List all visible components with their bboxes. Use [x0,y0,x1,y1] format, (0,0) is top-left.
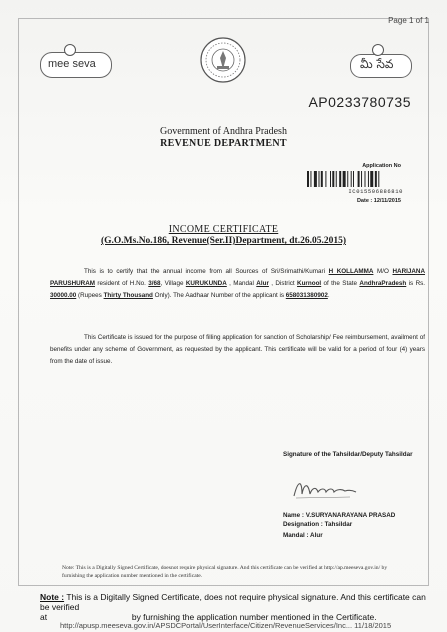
issue-date: Date : 12/11/2015 [356,198,401,204]
income-amount-words: Thirty Thousand [103,292,153,299]
logo-face-icon [64,44,76,56]
print-url: http://apusp.meeseva.gov.in/APSDCPortal/UserInterface/Citizen/RevenueServices/Inc... 11/18/2015 [60,621,392,630]
handwritten-signature [290,474,360,504]
mee-seva-logo [40,44,112,78]
income-amount: 30000.00 [50,292,77,299]
application-number: IC015506886810 [348,188,403,195]
barcode-icon [307,171,403,187]
logo-text-telugu: మీ సేవ [360,57,394,71]
signature-heading: Signature of the Tahsildar/Deputy Tahsildar [283,451,413,458]
district-name: Kurnool [297,280,322,287]
logo-face-icon-right [372,44,384,56]
house-number: 3/68 [148,280,161,287]
footer-note: Note : This is a Digitally Signed Certificate, does not require physical signature. And this certificate can be verified at by furnishing the application number mentioned in the Certificate. [40,592,426,622]
aadhaar-number: 658031380902 [285,292,328,299]
mee-seva-telugu-logo [350,42,414,82]
state-emblem-icon [199,36,247,84]
village-name: KURUKUNDA [185,280,227,287]
footer-note-label: Note : [40,592,65,602]
certificate-purpose-paragraph: This Certificate is issued for the purpose of filling application for sanction of Scholarship/ Fee reimbursement, availment of benefits under any scheme of Government, as requested by the applicant. This certificate will be valid for a period of four (4) years from the date of issue. [50,334,425,365]
certificate-reference: (G.O.Ms.No.186, Revenue(Ser.II)Department, dt.26.05.2015) [100,236,347,246]
signatory-mandal: Mandal : Alur [283,532,323,539]
certificate-body-paragraph: This is to certify that the annual income from all Sources of Sri/Srimathi/Kumari H KOLLAMMA M/O HARIJANA PARUSHURAM resident of H.No. 3/68, Village KURUKUNDA , Mandal Alur , District Kurnool of the State AndhraPradesh is Rs. 30000.00 (Rupees Thirty Thousand Only). The Aadhaar Number of the applicant is 658031380902. [50,268,426,299]
state-name: AndhraPradesh [359,280,407,287]
signatory-designation: Designation : Tahsildar [283,521,353,528]
certificate-title: INCOME CERTIFICATE [168,224,279,235]
page-number: Page 1 of 1 [388,16,429,25]
logo-text: mee seva [48,58,96,70]
application-code: AP0233780735 [308,94,411,110]
relative-name: HARIJANA PARUSHURAM [50,268,426,287]
signatory-name: Name : V.SURYANARAYANA PRASAD [283,512,396,519]
department-name: REVENUE DEPARTMENT [160,138,287,149]
verification-note: Note: This is a Digitally Signed Certificate, doesnot require physical signature. And this certificate can be verified at http://ap.meeseva.gov.in/ by furnishing the application number mentioned in the certificate. [62,565,388,579]
applicant-name: H KOLLAMMA [328,268,374,275]
government-name: Government of Andhra Pradesh [160,126,287,137]
mandal-name: Alur [256,280,269,287]
application-number-label: Application No [362,163,401,169]
